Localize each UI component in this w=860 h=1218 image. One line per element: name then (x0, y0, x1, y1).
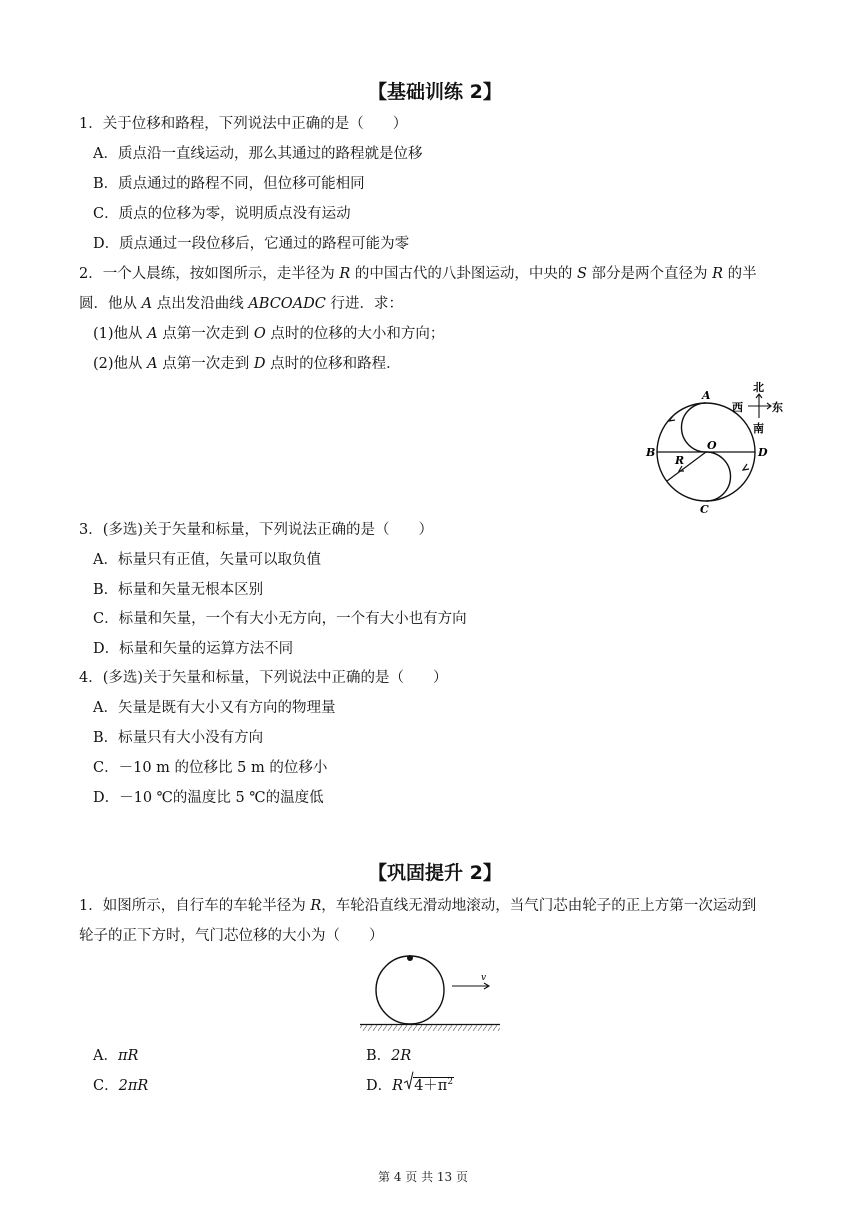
option-label: D． (366, 1078, 393, 1094)
compass-east-label: 东 (772, 401, 783, 414)
question-2-subquestion-2 (93, 352, 401, 373)
var-path: ABCOADC (248, 296, 326, 312)
sqrt-radicand (413, 1077, 454, 1094)
question-1-stem: 1．关于位移和路程，下列说法中正确的是（ ） (79, 116, 408, 132)
problem-1-stem-line-2: 轮子的正下方时，气门芯位移的大小为（ ） (79, 928, 384, 944)
radius-line (667, 452, 706, 481)
text-run: 2．一个人晨练，按如图所示，走半径为 (79, 266, 340, 282)
var-r: R (310, 898, 322, 914)
question-1-option-c: C．质点的位移为零，说明质点没有运动 (93, 206, 351, 222)
var-r: R (339, 266, 351, 282)
option-value-prefix: R (392, 1078, 404, 1094)
wheel-figure (358, 952, 504, 1034)
arrow-right-bottom (743, 464, 749, 470)
text-run: 圆．他从 (79, 296, 142, 312)
sqrt-sign (404, 1071, 414, 1091)
question-3-option-b: B．标量和矢量无根本区别 (93, 582, 264, 598)
valve-dot (407, 955, 413, 961)
section-title-consolidation: 【巩固提升 2】 (368, 862, 502, 884)
text-run: 点时的位移和路程． (265, 356, 401, 372)
radicand-text: 4＋π (414, 1078, 448, 1094)
s-curve-upper (682, 403, 707, 452)
compass-south-label: 南 (753, 422, 764, 435)
point-label-c: C (700, 503, 709, 516)
question-2-stem-line-1 (79, 262, 757, 283)
text-run: 的中国古代的八卦图运动，中央的 (350, 266, 577, 282)
wheel-circle (376, 956, 444, 1024)
point-label-a: A (702, 389, 711, 402)
compass-north-label: 北 (753, 381, 764, 394)
var-d: D (253, 356, 266, 372)
problem-1-option-c (93, 1074, 148, 1095)
question-1-option-d: D．质点通过一段位移后，它通过的路程可能为零 (93, 236, 410, 252)
ground-hatching (360, 1025, 500, 1031)
point-label-b: B (646, 446, 656, 459)
option-label: C． (93, 1078, 119, 1094)
question-3-stem: 3．(多选)关于矢量和标量，下列说法正确的是（ ） (79, 522, 434, 538)
text-run: 1．如图所示，自行车的车轮半径为 (79, 898, 311, 914)
text-run: 点出发沿曲线 (152, 296, 249, 312)
var-r: R (712, 266, 724, 282)
point-label-o: O (707, 439, 717, 452)
question-2-stem-line-2 (79, 292, 403, 313)
velocity-label: v (481, 973, 487, 983)
option-label: A． (93, 1048, 118, 1064)
option-value: πR (117, 1048, 139, 1064)
text-run: 点时的位移的大小和方向； (265, 326, 445, 342)
option-label: B． (366, 1048, 392, 1064)
question-4-option-b: B．标量只有大小没有方向 (93, 730, 264, 746)
problem-1-option-d (366, 1074, 454, 1095)
text-run: 部分是两个直径为 (586, 266, 713, 282)
var-a: A (147, 356, 158, 372)
question-4-stem: 4．(多选)关于矢量和标量，下列说法中正确的是（ ） (79, 670, 448, 686)
question-4-option-c: C．－10 m 的位移比 5 m 的位移小 (93, 760, 328, 776)
radius-label-r: R (675, 454, 685, 467)
text-run: (2)他从 (93, 356, 148, 372)
text-run: (1)他从 (93, 326, 148, 342)
sqrt-expression (404, 1074, 454, 1095)
question-1-option-b: B．质点通过的路程不同，但位移可能相同 (93, 176, 365, 192)
bagua-path-figure (640, 378, 790, 518)
question-3-option-c: C．标量和矢量，一个有大小无方向，一个有大小也有方向 (93, 611, 467, 627)
problem-1-option-a (93, 1044, 138, 1065)
text-run: 点第一次走到 (157, 356, 254, 372)
text-run: 的半 (723, 266, 757, 282)
text-run: 行进．求： (325, 296, 403, 312)
option-value: 2R (391, 1048, 412, 1064)
s-curve-lower (706, 452, 731, 501)
problem-1-stem-line-1 (79, 894, 756, 915)
point-label-d: D (758, 446, 768, 459)
var-s: S (576, 266, 587, 282)
var-a: A (141, 296, 153, 312)
radicand-exponent: 2 (447, 1077, 454, 1088)
text-run: ，车轮沿直线无滑动地滚动，当气门芯由轮子的正上方第一次运动到 (321, 898, 757, 914)
section-title-basic-training: 【基础训练 2】 (368, 81, 502, 103)
question-3-option-d: D．标量和矢量的运算方法不同 (93, 641, 294, 657)
option-value: 2πR (118, 1078, 149, 1094)
var-a: A (147, 326, 158, 342)
compass-west-label: 西 (732, 401, 743, 414)
var-o: O (253, 326, 266, 342)
text-run: 点第一次走到 (157, 326, 254, 342)
question-4-option-a: A．矢量是既有大小又有方向的物理量 (93, 700, 336, 716)
page-footer: 第 4 页 共 13 页 (378, 1170, 468, 1184)
question-2-subquestion-1 (93, 322, 444, 343)
question-4-option-d: D．－10 ℃的温度比 5 ℃的温度低 (93, 790, 324, 806)
problem-1-option-b (366, 1044, 411, 1065)
question-3-option-a: A．标量只有正值，矢量可以取负值 (93, 552, 321, 568)
question-1-option-a: A．质点沿一直线运动，那么其通过的路程就是位移 (93, 146, 423, 162)
